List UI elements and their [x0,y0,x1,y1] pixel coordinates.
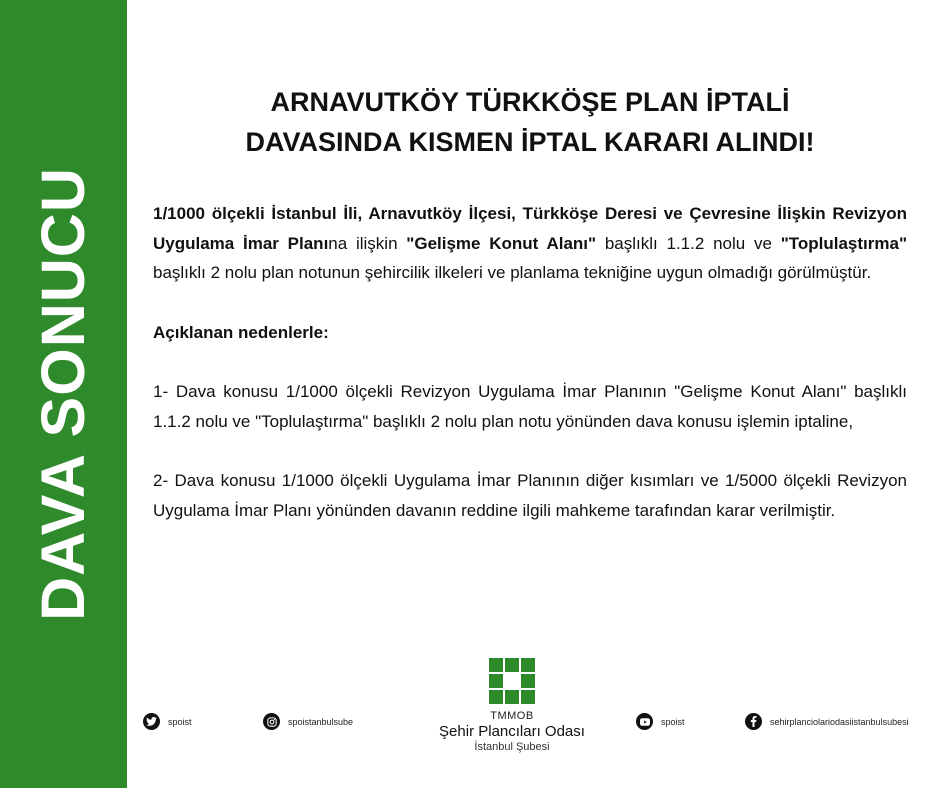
text-segment: başlıklı 2 nolu plan notunun şehircilik ilkeleri ve planlama tekniğine uygun olmadığı görülmüştür. [153,263,872,282]
logo-branch: İstanbul Şubesi [474,741,550,753]
sidebar-label: DAVA SONUCU [29,167,97,621]
organization-logo [432,658,592,753]
instagram-handle: spoistanbulsube [288,716,354,727]
logo-org: TMMOB [490,710,534,722]
reasons-heading-text: Açıklanan nedenlerle: [153,322,329,342]
facebook-handle: sehirplanciolariodasiistanbulsubesi [770,716,909,727]
footer-instagram[interactable] [263,713,353,730]
footer-facebook[interactable] [745,713,909,730]
twitter-icon [143,713,160,730]
reasons-heading [153,318,907,348]
paragraph-findings [153,199,907,288]
quote-bold-2: "Toplulaştırma" [780,233,908,253]
title-line-2: DAVASINDA KISMEN İPTAL KARARI ALINDI! [245,127,815,157]
decision-item-1: 1- Dava konusu 1/1000 ölçekli Revizyon Uygulama İmar Planının "Gelişme Konut Alanı" başlıklı 1.1.2 nolu ve "Toplulaştırma" başlıklı 2 nolu plan notu yönünden dava konusu işlemin iptaline, [153,382,907,431]
twitter-handle: spoist [168,716,192,727]
decision-item-2: 2- Dava konusu 1/1000 ölçekli Uygulama İmar Planının diğer kısımları ve 1/5000 ölçekli Revizyon Uygulama İmar Planı yönünden davanın reddine ilgili mahkeme tarafından karar verilmiştir. [153,471,907,520]
footer-youtube[interactable] [636,713,685,730]
grid-logo-icon [489,658,535,704]
logo-name: Şehir Plancıları Odası [439,723,585,740]
plan-name-bold: 1/1000 ölçekli İstanbul İli, Arnavutköy İlçesi, Türkköşe Deresi ve Çevresine İlişkin Revizyon Uygulama İmar Planı [153,204,907,253]
page-title [150,82,910,162]
youtube-icon [636,713,653,730]
text-segment: na ilişkin [328,233,407,253]
sidebar-band [0,0,127,788]
title-line-1: ARNAVUTKÖY TÜRKKÖŞE PLAN İPTALİ [270,87,790,117]
article-body [153,199,907,525]
instagram-icon [263,713,280,730]
text-segment: başlıklı 1.1.2 nolu ve [596,233,781,253]
facebook-icon [745,713,762,730]
youtube-handle: spoist [661,716,685,727]
quote-bold-1: "Gelişme Konut Alanı" [406,233,597,253]
footer-twitter[interactable] [143,713,192,730]
